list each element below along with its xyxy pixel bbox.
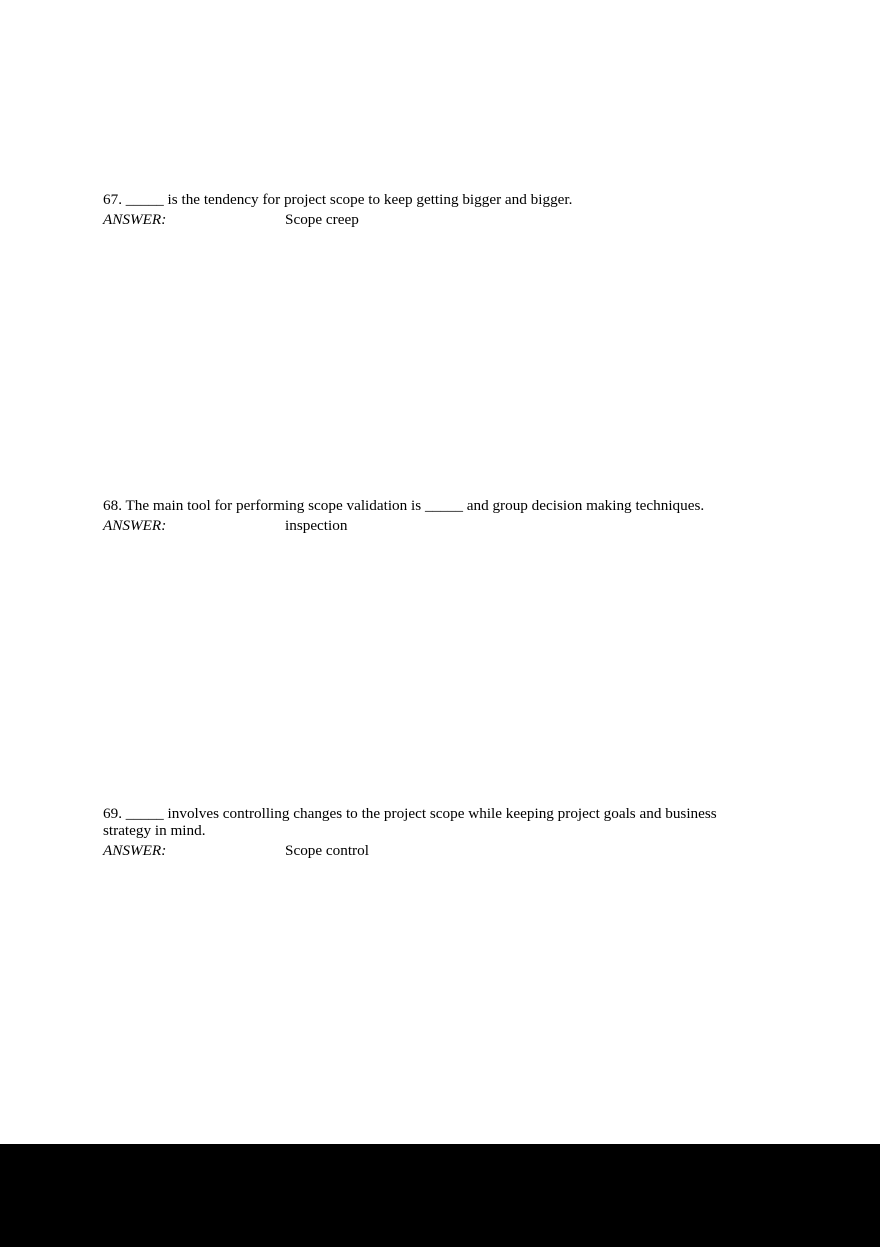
answer-value: inspection (285, 517, 348, 534)
answer-value: Scope creep (285, 211, 359, 228)
question-68 (103, 497, 763, 537)
black-footer-band (0, 1144, 880, 1247)
question-text: 68. The main tool for performing scope validation is _____ and group decision making techniques. (103, 497, 705, 514)
answer-label: ANSWER: (103, 211, 167, 228)
answer-row (103, 842, 763, 862)
question-69 (103, 805, 763, 862)
answer-row (103, 211, 763, 231)
answer-label: ANSWER: (103, 517, 167, 534)
answer-row (103, 517, 763, 537)
answer-label: ANSWER: (103, 842, 167, 859)
question-67 (103, 191, 763, 231)
question-text: 67. _____ is the tendency for project scope to keep getting bigger and bigger. (103, 191, 573, 208)
answer-value: Scope control (285, 842, 369, 859)
question-text: 69. _____ involves controlling changes to the project scope while keeping project goals and business strategy in mind. (103, 805, 717, 839)
